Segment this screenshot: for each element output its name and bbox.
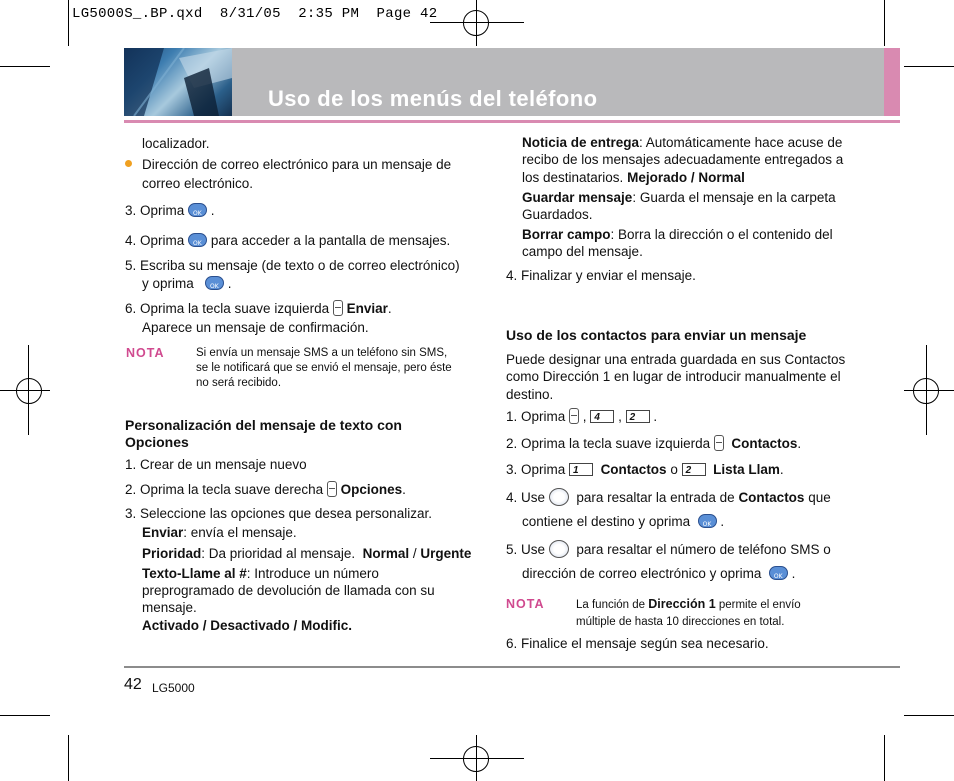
contact-step-6: 6. Finalice el mensaje según sea necesario. xyxy=(506,636,769,651)
key-2-icon: 2 xyxy=(682,463,706,476)
ok-key-icon xyxy=(698,514,717,528)
option-guardar: Guardar mensaje: Guarda el mensaje en la carpeta xyxy=(522,190,836,205)
step-6: 6. Oprima la tecla suave izquierda Enviar. xyxy=(125,301,392,316)
text-line: preprogramado de devolución de llamada con su xyxy=(142,583,435,598)
option-borrar: Borrar campo: Borra la dirección o el contenido del xyxy=(522,227,833,242)
left-soft-key-icon xyxy=(714,435,724,451)
nota-text: se le notificará que se envió el mensaje, pero éste xyxy=(196,362,452,374)
model-name: LG5000 xyxy=(152,681,195,695)
ok-key-icon xyxy=(188,233,207,247)
left-soft-key-icon xyxy=(333,300,343,316)
step-4-finalizar: 4. Finalizar y enviar el mensaje. xyxy=(506,268,696,283)
key-2-icon: 2 xyxy=(626,410,650,423)
step-5-cont: y oprima OK . xyxy=(142,275,232,293)
text-line: campo del mensaje. xyxy=(522,244,643,259)
bullet-icon xyxy=(125,160,132,167)
page-title: Uso de los menús del teléfono xyxy=(268,86,598,111)
option-step-1: 1. Crear de un mensaje nuevo xyxy=(125,457,307,472)
paragraph-line: como Dirección 1 en lugar de introducir manualmente el xyxy=(506,369,841,384)
option-texto-llame: Texto-Llame al #: Introduce un número xyxy=(142,566,379,581)
option-enviar: Enviar: envía el mensaje. xyxy=(142,525,297,540)
option-values: Activado / Desactivado / Modific. xyxy=(142,618,353,633)
nota-text: no será recibido. xyxy=(196,377,282,389)
section-tab xyxy=(884,48,900,116)
bullet-text: correo electrónico. xyxy=(142,176,254,191)
contact-step-3: 3. Oprima 1 Contactos o 2 Lista Llam. xyxy=(506,462,784,477)
contact-step-1: 1. Oprima , 4 , 2 . xyxy=(506,409,658,424)
contact-step-5-cont: dirección de correo electrónico y oprima OK . xyxy=(522,565,795,583)
ok-key-icon xyxy=(769,566,788,580)
step-3: 3. Oprima OK . xyxy=(125,202,215,220)
contact-step-4: 4. Use para resaltar la entrada de Contactos que xyxy=(506,490,831,505)
paragraph-line: Puede designar una entrada guardada en sus Contactos xyxy=(506,352,846,367)
text-line: Guardados. xyxy=(522,207,593,222)
nota-text: La función de Dirección 1 permite el envío xyxy=(576,597,801,611)
section-heading: Personalización del mensaje de texto con xyxy=(125,417,402,433)
key-4-icon: 4 xyxy=(590,410,614,423)
section-heading: Opciones xyxy=(125,434,189,450)
text-line: recibo de los mensajes adecuadamente entregados a xyxy=(522,152,844,167)
header-photo xyxy=(124,48,232,116)
right-soft-key-icon xyxy=(327,481,337,497)
ok-key-icon xyxy=(188,203,207,217)
navigation-key-icon xyxy=(549,488,569,506)
navigation-key-icon xyxy=(549,540,569,558)
option-step-2: 2. Oprima la tecla suave derecha Opciones. xyxy=(125,482,406,497)
nota-label: NOTA xyxy=(506,597,545,611)
step-4: 4. Oprima OK para acceder a la pantalla de mensajes. xyxy=(125,232,450,250)
ok-key-icon xyxy=(205,276,224,290)
nota-text: múltiple de hasta 10 direcciones en total. xyxy=(576,616,785,628)
option-prioridad: Prioridad: Da prioridad al mensaje. Normal / Urgente xyxy=(142,546,472,561)
header-rule xyxy=(124,120,900,123)
step-5: 5. Escriba su mensaje (de texto o de correo electrónico) xyxy=(125,258,460,273)
step-6-cont: Aparece un mensaje de confirmación. xyxy=(142,320,369,335)
bullet-text: Dirección de correo electrónico para un mensaje de xyxy=(142,157,452,172)
paragraph-line: destino. xyxy=(506,387,554,402)
contact-step-2: 2. Oprima la tecla suave izquierda Contactos. xyxy=(506,436,802,451)
option-noticia: Noticia de entrega: Automáticamente hace acuse de xyxy=(522,135,843,150)
nota-text: Si envía un mensaje SMS a un teléfono sin SMS, xyxy=(196,347,448,359)
key-1-icon: 1 xyxy=(569,463,593,476)
print-slug: LG5000S_.BP.qxd 8/31/05 2:35 PM Page 42 xyxy=(72,6,438,22)
section-heading: Uso de los contactos para enviar un mensaje xyxy=(506,327,807,343)
contact-step-4-cont: contiene el destino y oprima OK . xyxy=(522,513,724,531)
page-number: 42 xyxy=(124,676,142,693)
option-step-3: 3. Seleccione las opciones que desea personalizar. xyxy=(125,506,432,521)
text-line: los destinatarios. Mejorado / Normal xyxy=(522,170,745,185)
left-soft-key-icon xyxy=(569,408,579,424)
text-line: localizador. xyxy=(142,136,210,151)
contact-step-5: 5. Use para resaltar el número de teléfono SMS o xyxy=(506,542,831,557)
nota-label: NOTA xyxy=(126,346,165,360)
text-line: mensaje. xyxy=(142,600,197,615)
footer-rule xyxy=(124,666,900,668)
